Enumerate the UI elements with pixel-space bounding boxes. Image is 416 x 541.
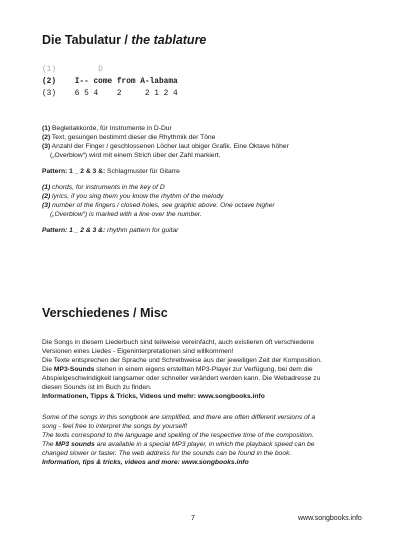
misc-de-line-2: Versionen eines Liedes - Eigeninterpretationen sind willkommen! <box>42 348 234 355</box>
legend-de-1: (1) Begleitakkorde, für Instrumente in D-Dur <box>42 125 172 132</box>
section-title-misc: Verschiedenes / Misc <box>42 306 168 320</box>
misc-de-info-link[interactable]: Informationen, Tipps & Tricks, Videos und mehr: www.songbooks.info <box>42 393 265 400</box>
tab-line-fingers: (3) 6 5 4 2 2 1 2 4 <box>42 90 178 98</box>
misc-de-line-1: Die Songs in diesem Liederbuch sind teilweise vereinfacht, auch existieren oft verschiedene <box>42 339 315 346</box>
page-number: 7 <box>191 515 195 522</box>
section-title-tablature: Die Tabulatur / the tablature <box>42 33 207 47</box>
legend-de-3-cont: („Overblow“) wird mit einem Strich über der Zahl markiert. <box>50 152 221 159</box>
misc-en-line-1: Some of the songs in this songbook are simplified, and there are often different versions of a <box>42 414 316 421</box>
misc-en-mp3-line-1: The MP3 sounds are available in a special MP3 player, in which the playback speed can be <box>42 441 315 448</box>
misc-en-mp3-line-2: changed slower or faster. The web address for the sounds can be found in the book. <box>42 450 292 457</box>
legend-en-3: (3) number of the fingers / closed holes, see graphic above. One octave higher <box>42 202 275 209</box>
misc-de-line-3: Die Texte entsprechen der Sprache und Schreibweise aus der jeweiligen Zeit der Komposition. <box>42 357 322 364</box>
misc-en-line-3: The texts correspond to the language and spelling of the respective time of the composition. <box>42 432 314 439</box>
misc-de-mp3-line-1: Die MP3-Sounds stehen in einem eigens erstellten MP3-Player zur Verfügung, bei dem die <box>42 366 313 373</box>
legend-de-2: (2) Text, gesungen bestimmt dieser die Rhythmik der Töne <box>42 134 216 141</box>
misc-de-mp3-line-2: Abspielgeschwindigkeit langsamer oder schneller verändert werden kann. Die Webadresse zu <box>42 375 321 382</box>
legend-de-3: (3) Anzahl der Finger / geschlossenen Löcher laut obiger Grafik. Eine Oktave höher <box>42 143 289 150</box>
tab-line-chords: (1) D <box>42 66 103 74</box>
legend-en-1: (1) chords, for instruments in the key of D <box>42 184 165 191</box>
misc-de-mp3-line-3: diesen Sounds ist im Buch zu finden. <box>42 384 152 391</box>
legend-en-2: (2) lyrics, if you sing them you know the rhythm of the melody <box>42 193 224 200</box>
legend-en-3-cont: („Overblow“) is marked with a line over the number. <box>50 211 202 218</box>
misc-en-line-2: song - feel free to interpret the songs by yourself! <box>42 423 188 430</box>
pattern-de: Pattern: 1 _ 2 & 3 &: Schlagmuster für Gitarre <box>42 168 180 175</box>
misc-en-info-link[interactable]: Information, tips & tricks, videos and more: www.songbooks.info <box>42 459 249 466</box>
tab-line-lyrics: (2) I-- come from A-labama <box>42 78 178 86</box>
footer-url[interactable]: www.songbooks.info <box>298 515 362 522</box>
pattern-en: Pattern: 1 _ 2 & 3 &: rhythm pattern for guitar <box>42 227 179 234</box>
